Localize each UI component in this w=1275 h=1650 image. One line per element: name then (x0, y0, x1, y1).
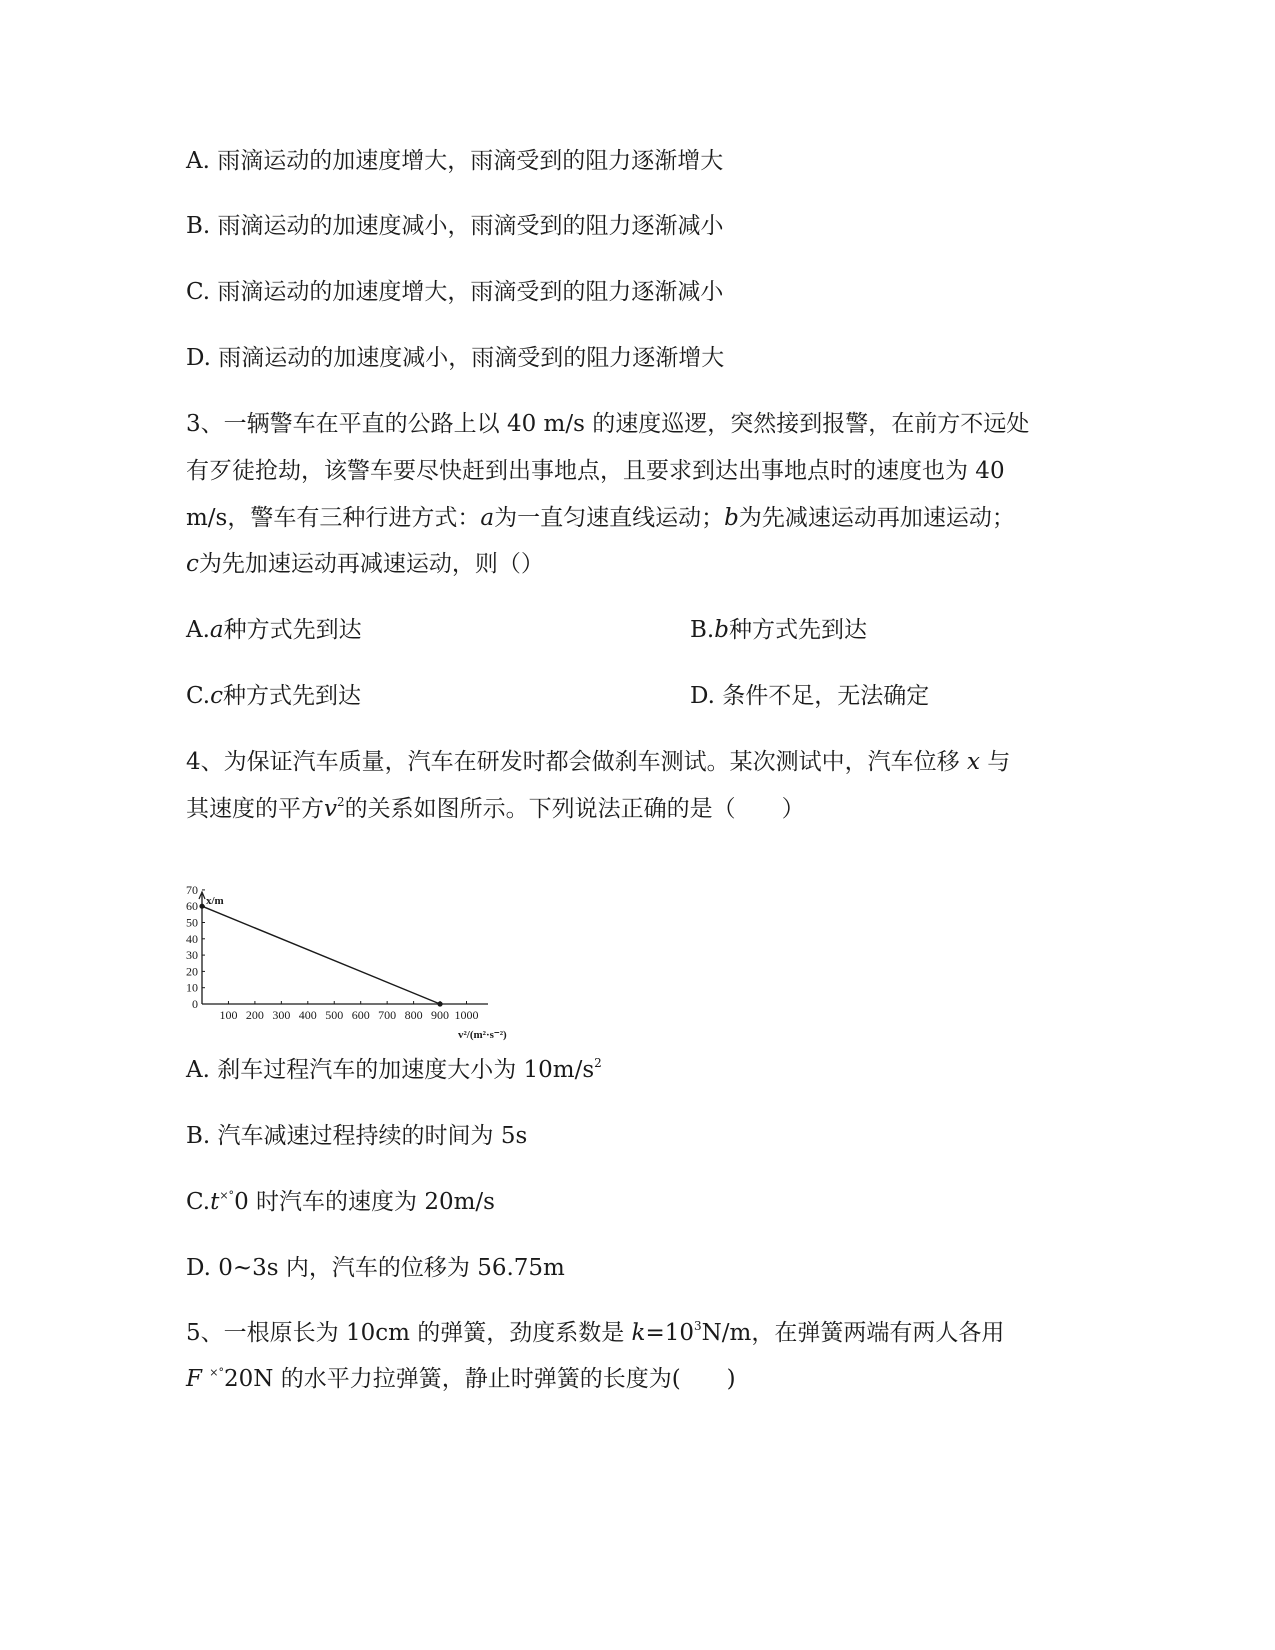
y-tick-label: 10 (186, 980, 198, 995)
q4-stem-line-2 (186, 794, 805, 824)
q4-option-d: D. 0~3s 内，汽车的位移为 56.75m (186, 1255, 565, 1281)
y-tick-label: 50 (186, 915, 198, 930)
q3-text: 为一直匀速直线运动； (494, 505, 725, 531)
var-v: v (324, 796, 337, 822)
q3-text: 为先减速运动再加速运动； (738, 505, 1015, 531)
x-tick-label: 400 (298, 1008, 317, 1022)
x-tick-label: 900 (431, 1008, 450, 1022)
data-point (437, 1001, 442, 1006)
q3-stem-line-3 (186, 503, 1015, 533)
q4-option-b: B. 汽车减速过程持续的时间为 5s (186, 1123, 528, 1149)
var-F: F (186, 1366, 202, 1392)
x-tick-label: 500 (325, 1008, 344, 1022)
q3-stem-line-2: 有歹徒抢劫，该警车要尽快赶到出事地点，且要求到达出事地点时的速度也为 40 (186, 458, 1005, 484)
q4-text: 4、为保证汽车质量，汽车在研发时都会做刹车测试。某次测试中，汽车位移 (186, 749, 960, 775)
x-tick-label: 700 (378, 1008, 397, 1022)
q5-text: 5、一根原长为 10cm 的弹簧，劲度系数是 (186, 1320, 625, 1346)
series-line (202, 906, 440, 1004)
var-c: c (210, 683, 223, 709)
superscript: 2 (594, 1056, 602, 1070)
option-prefix: C. (186, 683, 211, 709)
var-k: k (631, 1320, 646, 1346)
x-tick-label: 300 (272, 1008, 291, 1022)
q4-stem-line-1 (186, 747, 1010, 777)
var-a: a (209, 617, 224, 643)
y-tick-label: 70 (186, 882, 198, 897)
superscript: 2 (337, 795, 345, 809)
var-a: a (480, 505, 495, 531)
var-x: x (966, 749, 980, 775)
q4-text: 与 (987, 749, 1011, 775)
x-tick-label: 100 (219, 1008, 238, 1022)
q5-stem-line-1 (186, 1318, 1004, 1348)
y-tick-label: 30 (186, 948, 198, 963)
option-prefix: B. (690, 617, 715, 643)
q5-stem-line-2 (186, 1364, 736, 1394)
var-b: b (724, 505, 739, 531)
q2-option-c: C. 雨滴运动的加速度增大，雨滴受到的阻力逐渐减小 (186, 279, 724, 305)
q2-option-d: D. 雨滴运动的加速度减小，雨滴受到的阻力逐渐增大 (186, 345, 725, 371)
x-vs-v2-chart (178, 882, 538, 1072)
x-axis-label: v²/(m²·s⁻²) (458, 1029, 507, 1041)
q3-option-c (186, 681, 361, 711)
option-prefix: A. (186, 617, 210, 643)
y-tick-label: 40 (186, 931, 198, 946)
q3-stem-line-4 (186, 549, 544, 579)
option-text: 种方式先到达 (223, 617, 362, 643)
y-tick-label: 0 (192, 997, 198, 1011)
y-tick-label: 60 (186, 899, 198, 914)
x-tick-label: 1000 (454, 1008, 479, 1022)
option-text: 种方式先到达 (222, 683, 361, 709)
q4-text: 的关系如图所示。下列说法正确的是（ ） (344, 796, 805, 822)
chart-marks (199, 904, 442, 1007)
q2-option-a: A. 雨滴运动的加速度增大，雨滴受到的阻力逐渐增大 (186, 148, 724, 174)
q4-option-c (186, 1187, 495, 1217)
x-tick-label: 200 (245, 1008, 264, 1022)
x-tick-label: 800 (404, 1008, 423, 1022)
q3-text: 为先加速运动再减速运动，则（） (198, 551, 544, 577)
q3-stem-line-1: 3、一辆警车在平直的公路上以 40 m/s 的速度巡逻，突然接到报警，在前方不远处 (186, 411, 1030, 437)
q2-option-b: B. 雨滴运动的加速度减小，雨滴受到的阻力逐渐减小 (186, 213, 724, 239)
option-text: A. 刹车过程汽车的加速度大小为 10m/s (186, 1057, 595, 1083)
q5-text: N/m，在弹簧两端有两人各用 (701, 1320, 1005, 1346)
superscript: 3 (694, 1319, 702, 1333)
option-text: 0 时汽车的速度为 20m/s (234, 1189, 495, 1215)
q3-option-a (186, 615, 362, 645)
garbled-symbol: ×° (219, 1189, 235, 1202)
q5-text: =10 (645, 1320, 695, 1346)
data-point (199, 904, 204, 909)
q5-text: 20N 的水平力拉弹簧，静止时弹簧的长度为( ) (224, 1366, 736, 1392)
var-t: t (210, 1189, 220, 1215)
q3-text: m/s，警车有三种行进方式： (186, 505, 481, 531)
q4-option-a (186, 1055, 602, 1085)
y-axis-label: x/m (206, 895, 224, 907)
q3-option-b (690, 615, 867, 645)
q3-option-d: D. 条件不足，无法确定 (690, 683, 930, 709)
y-tick-label: 20 (186, 964, 198, 979)
option-text: 种方式先到达 (728, 617, 867, 643)
var-b: b (714, 617, 729, 643)
garbled-symbol: ×° (209, 1366, 224, 1379)
q4-text: 其速度的平方 (186, 796, 324, 822)
var-c: c (186, 551, 199, 577)
x-tick-label: 600 (351, 1008, 370, 1022)
chart-axes (186, 883, 488, 1022)
option-prefix: C. (186, 1189, 211, 1215)
